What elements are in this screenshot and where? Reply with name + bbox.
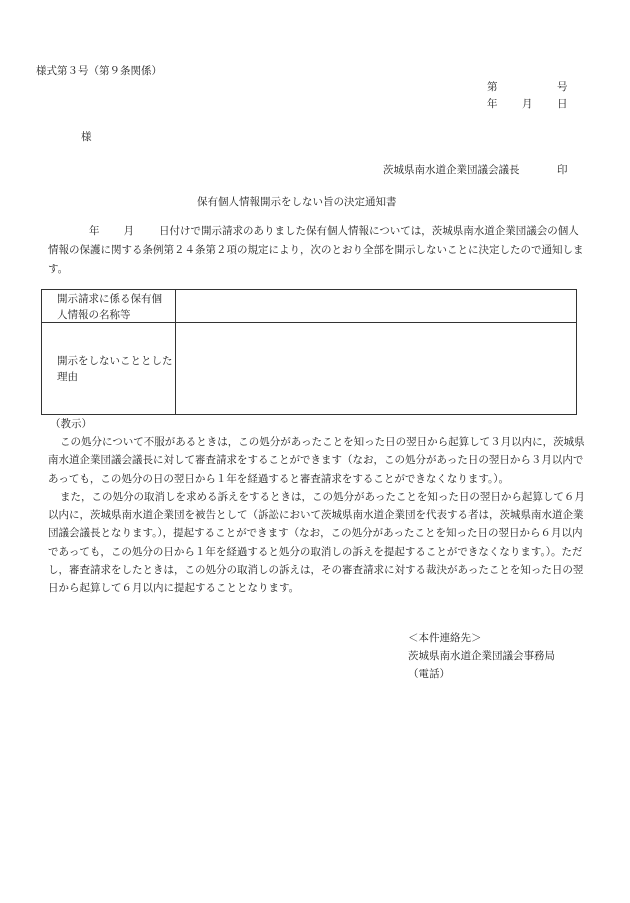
contact-heading: ＜本件連絡先＞ — [408, 632, 482, 644]
date-day-label: 日 — [557, 98, 568, 110]
sender-name: 茨城県南水道企業団議会議長 — [383, 164, 520, 176]
date-year-label: 年 — [487, 98, 498, 110]
date-month-label: 月 — [522, 98, 533, 110]
table-column-divider — [175, 290, 176, 414]
contact-office: 茨城県南水道企業団議会事務局 — [408, 650, 555, 662]
addressee-honorific: 様 — [81, 131, 92, 143]
intro-year: 年 — [89, 225, 100, 237]
form-number: 様式第３号（第９条関係） — [36, 65, 162, 77]
table-label-reason: 開示をしないこととした理由 — [57, 355, 173, 383]
intro-paragraph — [48, 222, 588, 279]
seal-mark: 印 — [557, 164, 568, 176]
table-label-info-name: 開示請求に係る保有個人情報の名称等 — [57, 293, 162, 321]
document-number-label: 第 — [487, 81, 498, 93]
intro-month: 月 — [123, 225, 134, 237]
document-title: 保有個人情報開示をしない旨の決定通知書 — [197, 196, 397, 208]
notice-body — [48, 433, 588, 598]
notice-paragraph-1: この処分について不服があるときは，この処分があったことを知った日の翌日から起算して３月以内に，茨城県南水道企業団議会議長に対して審査請求をすることができます（なお，この処分があった日の翌日から３月以内であっても，この処分の日の翌日から１年を経過すると審査請求をすることができなくなります。）。 — [48, 436, 585, 485]
notice-paragraph-2: また，この処分の取消しを求める訴えをするときは，この処分があったことを知った日の翌日から起算して６月以内に，茨城県南水道企業団を被告として（訴訟において茨城県南水道企業団を代表する者は，茨城県南水道企業団議会議長となります。），提起することができます（なお，この処分があったことを知った日の翌日から６月以内であっても，この処分の日から１年を経過すると処分の取消しの訴えを提起することができなくなります。）。ただし，審査請求をしたときは，この処分の取消しの訴えは，その審査請求に対する裁決があったことを知った日の翌日から起算して６月以内に提起することとなります。 — [48, 490, 585, 595]
contact-phone: （電話） — [408, 668, 450, 680]
notice-heading: （教示） — [50, 418, 92, 430]
document-number-suffix: 号 — [557, 81, 568, 93]
intro-text: 日付けで開示請求のありました保有個人情報については，茨城県南水道企業団議会の個人情報の保護に関する条例第２４条第２項の規定により，次のとおり全部を開示しないことに決定したので通知します。 — [48, 225, 584, 275]
info-table — [41, 289, 577, 415]
